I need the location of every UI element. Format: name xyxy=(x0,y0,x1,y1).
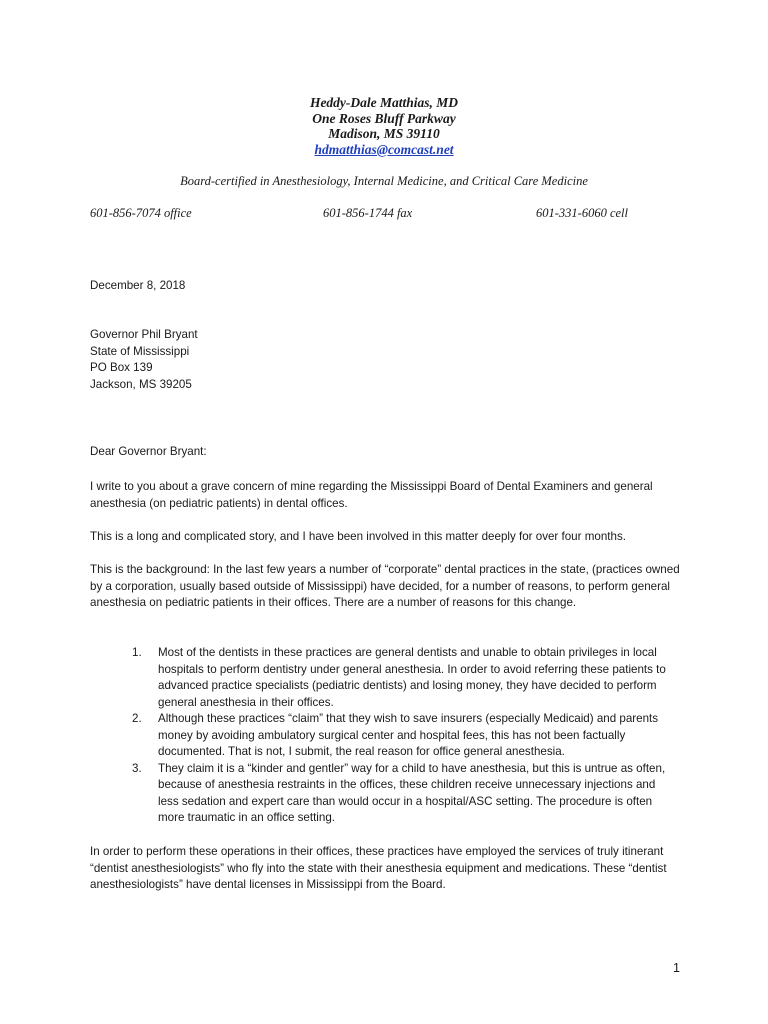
list-item-text: They claim it is a “kinder and gentler” way for a child to have anesthesia, but this is untrue as often, because of anesthesia restraints in the offices, these children receive unnecessary injections and less sedation and expert care than would occur in a hospital/ASC setting. The procedure is often more traumatic in an office setting. xyxy=(158,761,666,824)
author-street: One Roses Bluff Parkway xyxy=(312,110,456,126)
cell-phone: 601-331-6060 cell xyxy=(536,206,628,220)
list-item xyxy=(132,711,677,761)
author-city: Madison, MS 39110 xyxy=(328,126,440,141)
list-item-text: Most of the dentists in these practices are general dentists and unable to obtain privileges in local hospitals to perform dentistry under general anesthesia. In order to avoid referring these patients to advanced practice specialists (pediatric dentists) and losing money, they have decided to perform general anesthesia in their offices. xyxy=(158,646,666,709)
letterhead xyxy=(0,95,768,157)
office-phone: 601-856-7074 office xyxy=(90,206,192,220)
list-item-number: 2. xyxy=(132,712,142,725)
list-item-number: 3. xyxy=(132,761,142,775)
credentials-line: Board-certified in Anesthesiology, Internal Medicine, and Critical Care Medicine xyxy=(180,174,588,188)
letter-date: December 8, 2018 xyxy=(90,279,186,292)
page-number: 1 xyxy=(673,961,680,975)
list-item-text: Although these practices “claim” that they wish to save insurers (especially Medicaid) and parents money by avoiding ambulatory surgical center and hospital fees, this has not been factually documented. That is not, I submit, the real reason for office general anesthesia. xyxy=(158,712,659,758)
recipient-line: Jackson, MS 39205 xyxy=(90,377,192,391)
list-item-number: 1. xyxy=(132,646,142,659)
recipient-line: State of Mississippi xyxy=(90,344,190,358)
paragraph-story: This is a long and complicated story, and I have been involved in this matter deeply for over four months. xyxy=(90,530,626,543)
paragraph-itinerant: In order to perform these operations in their offices, these practices have employed the services of truly itinerant “dentist anesthesiologists” who fly into the state with their anesthesia equipment and medications. These “dentist anesthesiologists” have dental licenses in Mississippi from the Board. xyxy=(90,845,667,891)
recipient-line: Governor Phil Bryant xyxy=(90,328,198,341)
reasons-list xyxy=(132,645,677,827)
salutation: Dear Governor Bryant: xyxy=(90,445,207,458)
phone-numbers xyxy=(90,206,690,222)
author-name: Heddy-Dale Matthias, MD xyxy=(309,95,459,110)
fax-number: 601-856-1744 fax xyxy=(323,206,413,220)
paragraph-intro: I write to you about a grave concern of mine regarding the Mississippi Board of Dental Examiners and general anesthesia (on pediatric patients) in dental offices. xyxy=(90,480,653,510)
paragraph-background: This is the background: In the last few years a number of “corporate” dental practices in the state, (practices owned by a corporation, usually based outside of Mississippi) have decided, for a number of reasons, to perform general anesthesia on pediatric patients in their offices. There are a number of reasons for this change. xyxy=(90,563,680,609)
list-item xyxy=(132,645,677,711)
list-item xyxy=(132,761,677,827)
recipient-line: PO Box 139 xyxy=(90,361,153,374)
author-email-link[interactable]: hdmatthias@comcast.net xyxy=(314,141,454,157)
recipient-address xyxy=(90,327,690,393)
